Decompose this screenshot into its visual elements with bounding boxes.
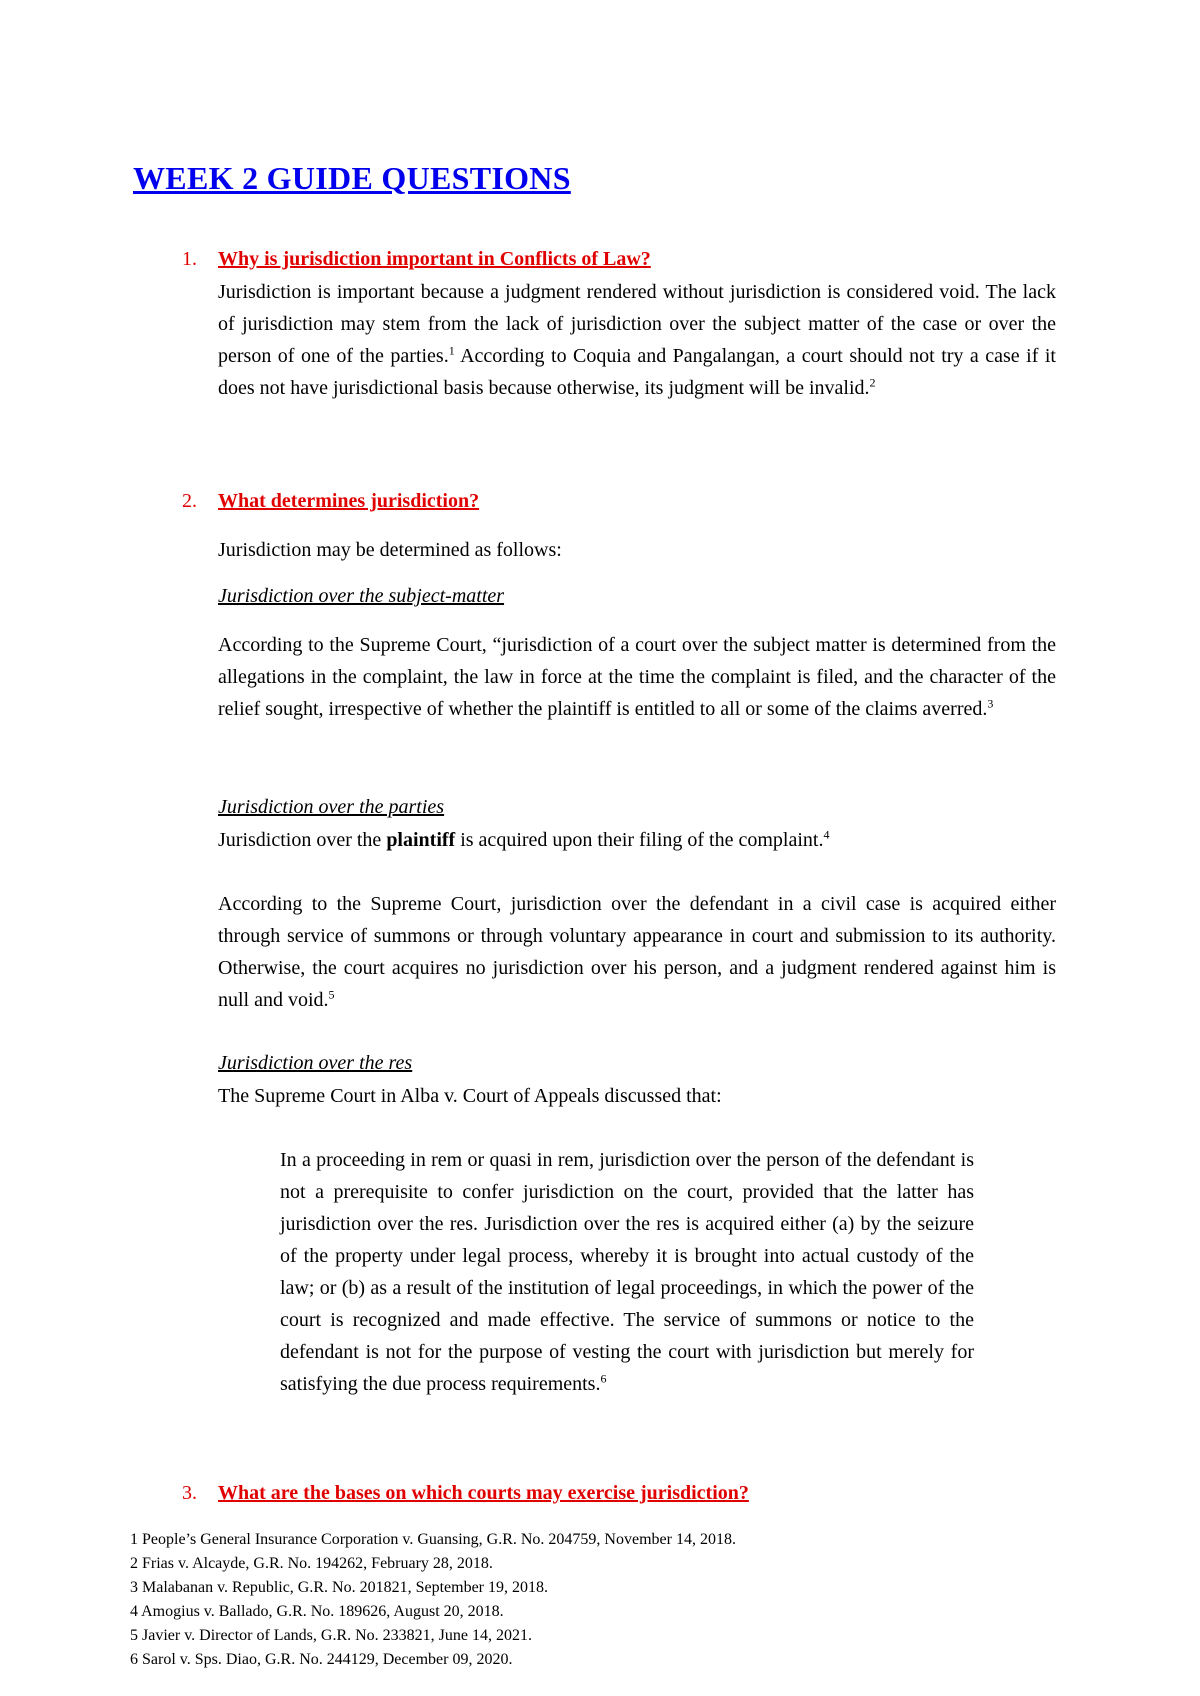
footnote-ref-4: 4	[823, 827, 830, 842]
footnote-ref-1: 1	[448, 343, 455, 358]
page-title: WEEK 2 GUIDE QUESTIONS	[133, 160, 571, 196]
footnote-ref-5: 5	[328, 987, 335, 1002]
footnote-ref-6: 6	[600, 1371, 607, 1386]
q1-heading: Why is jurisdiction important in Conflicts of Law?	[218, 248, 651, 270]
q1-number: 1.	[182, 248, 197, 270]
q2-intro: Jurisdiction may be determined as follows:	[218, 539, 562, 561]
subject-matter-body: According to the Supreme Court, “jurisdiction of a court over the subject matter is determined from the allegations in the complaint, the law in force at the time the complaint is filed, and the character of the relief sought, irrespective of whether the plaintiff is entitled to all or some of the claims averred.	[218, 634, 1056, 720]
footnote-ref-2: 2	[869, 375, 876, 390]
q2-heading: What determines jurisdiction?	[218, 490, 480, 512]
q1-answer	[218, 276, 1056, 404]
parties-text-pre: Jurisdiction over the	[218, 829, 387, 851]
q2-number: 2.	[182, 490, 197, 512]
footnotes	[130, 1528, 736, 1672]
footnote-ref-3: 3	[987, 696, 994, 711]
parties-text	[218, 824, 1056, 856]
res-text: The Supreme Court in Alba v. Court of Appeals discussed that:	[218, 1085, 722, 1107]
q1-answer-text-a: Jurisdiction is important because a judgment rendered without jurisdiction is considered void. The lack of jurisdiction may stem from the lack of jurisdiction over the subject matter of the case or over the person of one of the parties.	[218, 281, 1056, 367]
q3-number: 3.	[182, 1482, 197, 1504]
parties-text-post: is acquired upon their filing of the complaint.	[455, 829, 824, 851]
subject-matter-heading: Jurisdiction over the subject-matter	[218, 585, 505, 607]
res-heading: Jurisdiction over the res	[218, 1052, 413, 1074]
alba-quote-body: In a proceeding in rem or quasi in rem, jurisdiction over the person of the defendant is not a prerequisite to confer jurisdiction on the court, provided that the latter has jurisdiction over the res. Jurisdiction over the res is acquired either (a) by the seizure of the property under legal process, whereby it is brought into actual custody of the law; or (b) as a result of the institution of legal proceedings, in which the power of the court is recognized and made effective. The service of summons or notice to the defendant is not for the purpose of vesting the court with jurisdiction but merely for satisfying the due process requirements.	[280, 1149, 974, 1395]
footnote-1: 1 People’s General Insurance Corporation v. Guansing, G.R. No. 204759, November 14, 2018.	[130, 1531, 736, 1548]
defendant-text	[218, 888, 1056, 1016]
footnote-6: 6 Sarol v. Sps. Diao, G.R. No. 244129, December 09, 2020.	[130, 1651, 513, 1668]
parties-heading: Jurisdiction over the parties	[218, 796, 445, 818]
footnote-2: 2 Frias v. Alcayde, G.R. No. 194262, February 28, 2018.	[130, 1555, 493, 1572]
subject-matter-text	[218, 629, 1056, 725]
footnote-3: 3 Malabanan v. Republic, G.R. No. 201821, September 19, 2018.	[130, 1579, 549, 1596]
alba-quote	[280, 1144, 974, 1400]
footnote-4: 4 Amogius v. Ballado, G.R. No. 189626, August 20, 2018.	[130, 1603, 504, 1620]
q3-heading: What are the bases on which courts may exercise jurisdiction?	[218, 1482, 749, 1504]
q1-answer-text-b: According to Coquia and Pangalangan, a court should not try a case if it does not have jurisdictional basis because otherwise, its judgment will be invalid.	[218, 345, 1056, 399]
plaintiff-term: plaintiff	[386, 829, 456, 851]
footnote-5: 5 Javier v. Director of Lands, G.R. No. 233821, June 14, 2021.	[130, 1627, 533, 1644]
defendant-body: According to the Supreme Court, jurisdiction over the defendant in a civil case is acquired either through service of summons or through voluntary appearance in court and submission to its authority. Otherwise, the court acquires no jurisdiction over his person, and a judgment rendered against him is null and void.	[218, 893, 1056, 1011]
